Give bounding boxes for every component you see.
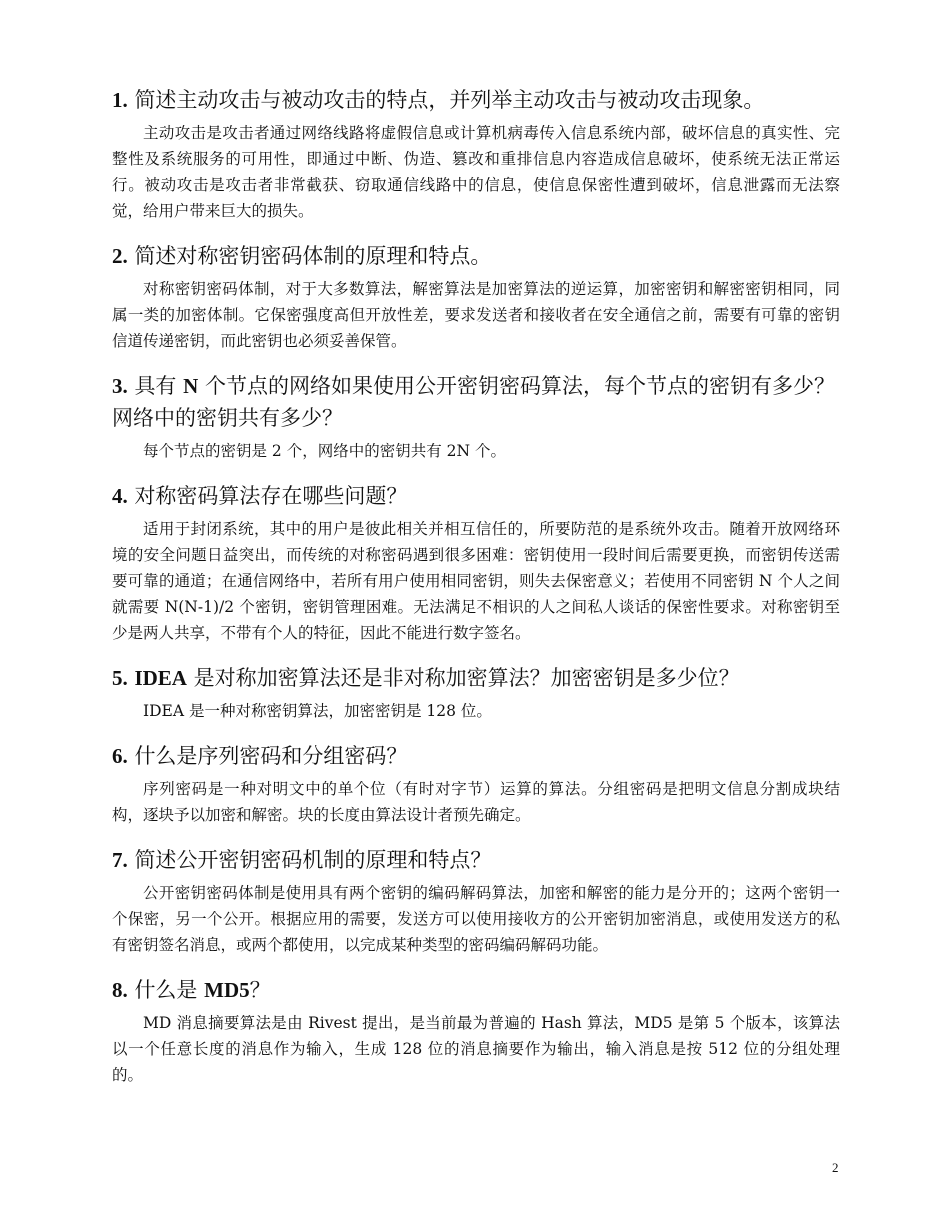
question-heading	[112, 662, 840, 694]
question-heading	[112, 84, 840, 116]
qa-item-8	[112, 974, 840, 1088]
answer-text: 适用于封闭系统，其中的用户是彼此相关并相互信任的，所要防范的是系统外攻击。随着开放网络环境的安全问题日益突出，而传统的对称密码遇到很多困难：密钥使用一段时间后需要更换，而密钥传送需要可靠的通道；在通信网络中，若所有用户使用相同密钥，则失去保密意义；若使用不同密钥 N 个人之间就需要 N(N-1)/2 个密钥，密钥管理困难。无法满足不相识的人之间私人谈话的保密性要求。对称密钥至少是两人共享，不带有个人的特征，因此不能进行数字签名。	[112, 520, 840, 642]
question-heading	[112, 740, 840, 772]
question-text: 简述主动攻击与被动攻击的特点，并列举主动攻击与被动攻击现象。	[134, 88, 765, 112]
question-text-bold: MD5	[204, 978, 250, 1002]
answer-text: 每个节点的密钥是 2 个，网络中的密钥共有 2N 个。	[143, 442, 506, 460]
document-page	[112, 84, 840, 1104]
question-text: 什么是序列密码和分组密码？	[134, 744, 408, 768]
question-number: 1.	[112, 88, 128, 112]
answer-text: 序列密码是一种对明文中的单个位（有时对字节）运算的算法。分组密码是把明文信息分割成块结构，逐块予以加密和解密。块的长度由算法设计者预先确定。	[112, 780, 840, 824]
question-heading	[112, 480, 840, 512]
question-text-suffix: ？	[249, 978, 271, 1002]
question-number: 3.	[112, 374, 128, 398]
qa-item-3	[112, 370, 840, 464]
question-heading	[112, 370, 840, 434]
qa-item-6	[112, 740, 840, 828]
question-number: 8.	[112, 978, 128, 1002]
question-text: 简述对称密钥密码体制的原理和特点。	[134, 244, 492, 268]
question-text	[112, 374, 835, 430]
question-number: 6.	[112, 744, 128, 768]
qa-item-1	[112, 84, 840, 224]
page-number: 2	[832, 1160, 839, 1175]
qa-item-4	[112, 480, 840, 646]
question-number: 5.	[112, 666, 128, 690]
question-text-suffix: 个节点的网络如果使用公开密钥密码算法，每个节点的密钥有多少？网络中的密钥共有多少？	[112, 374, 835, 430]
answer-text: 对称密钥密码体制，对于大多数算法，解密算法是加密算法的逆运算，加密密钥和解密密钥相同，同属一类的加密体制。它保密强度高但开放性差，要求发送者和接收者在安全通信之前，需要有可靠的密钥信道传递密钥，而此密钥也必须妥善保管。	[112, 280, 840, 350]
question-number: 4.	[112, 484, 128, 508]
question-number: 2.	[112, 244, 128, 268]
qa-item-2	[112, 240, 840, 354]
question-text: 简述公开密钥密码机制的原理和特点？	[134, 848, 492, 872]
qa-item-5	[112, 662, 840, 724]
answer-text: MD 消息摘要算法是由 Rivest 提出，是当前最为普遍的 Hash 算法，MD5 是第 5 个版本，该算法以一个任意长度的消息作为输入，生成 128 位的消息摘要作为输出，输入消息是按 512 位的分组处理的。	[112, 1014, 840, 1084]
question-text	[134, 978, 270, 1002]
question-text-bold: N	[183, 374, 199, 398]
answer-text: IDEA 是一种对称密钥算法，加密密钥是 128 位。	[143, 702, 492, 720]
question-text: 对称密码算法存在哪些问题？	[134, 484, 408, 508]
question-heading	[112, 240, 840, 272]
question-text-suffix: 是对称加密算法还是非对称加密算法？加密密钥是多少位？	[186, 666, 740, 690]
answer-text: 主动攻击是攻击者通过网络线路将虚假信息或计算机病毒传入信息系统内部，破坏信息的真实性、完整性及系统服务的可用性，即通过中断、伪造、篡改和重排信息内容造成信息破坏，使系统无法正常运行。被动攻击是攻击者非常截获、窃取通信线路中的信息，使信息保密性遭到破坏，信息泄露而无法察觉，给用户带来巨大的损失。	[112, 124, 840, 220]
question-heading	[112, 974, 840, 1006]
qa-item-7	[112, 844, 840, 958]
question-number: 7.	[112, 848, 128, 872]
answer-text: 公开密钥密码体制是使用具有两个密钥的编码解码算法，加密和解密的能力是分开的；这两个密钥一个保密，另一个公开。根据应用的需要，发送方可以使用接收方的公开密钥加密消息，或使用发送方的私有密钥签名消息，或两个都使用，以完成某种类型的密码编码解码功能。	[112, 884, 840, 954]
question-text	[134, 666, 739, 690]
question-heading	[112, 844, 840, 876]
question-text-bold: IDEA	[134, 666, 187, 690]
question-text-prefix: 什么是	[134, 978, 205, 1002]
question-text-prefix: 具有	[134, 374, 184, 398]
